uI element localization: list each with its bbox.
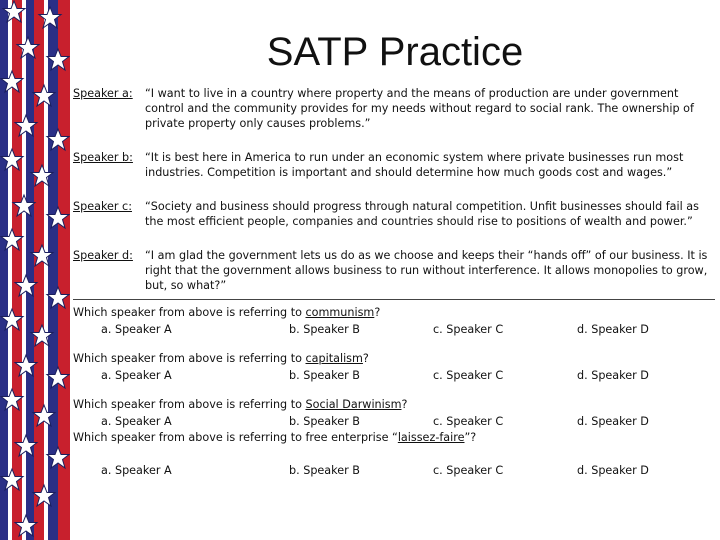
speaker-b <box>73 150 715 180</box>
speaker-label: Speaker d: <box>73 249 133 262</box>
answer-options <box>73 366 715 384</box>
question-prefix: Which speaker from above is referring to <box>73 306 306 319</box>
option-a[interactable]: a. Speaker A <box>101 415 172 428</box>
option-c[interactable]: c. Speaker C <box>433 464 504 477</box>
option-b[interactable]: b. Speaker B <box>289 369 360 382</box>
question-2 <box>73 351 715 366</box>
option-a[interactable]: a. Speaker A <box>101 464 172 477</box>
spacer <box>73 445 715 461</box>
option-d[interactable]: d. Speaker D <box>577 323 649 336</box>
stars-decoration-icon <box>0 0 70 540</box>
option-c[interactable]: c. Speaker C <box>433 323 504 336</box>
speaker-quote: “I want to live in a country where property and the means of production are under government control and the community provides for my needs without regard to social rank. The ownership of private property only causes problems.” <box>145 87 694 130</box>
option-d[interactable]: d. Speaker D <box>577 369 649 382</box>
question-4 <box>73 430 715 445</box>
question-prefix: Which speaker from above is referring to <box>73 398 306 411</box>
speaker-label: Speaker a: <box>73 87 133 100</box>
option-c[interactable]: c. Speaker C <box>433 415 504 428</box>
question-suffix: ? <box>374 306 381 319</box>
question-term: capitalism <box>305 352 363 365</box>
speaker-d <box>73 248 715 293</box>
speaker-c <box>73 199 715 229</box>
divider <box>73 299 715 300</box>
option-b[interactable]: b. Speaker B <box>289 323 360 336</box>
question-prefix: Which speaker from above is referring to <box>73 352 306 365</box>
speaker-quote: “It is best here in America to run under an economic system where private businesses run most industries. Competition is important and should determine how much goods cost and wages.” <box>145 151 684 179</box>
question-term: laissez-faire <box>397 431 465 444</box>
option-c[interactable]: c. Speaker C <box>433 369 504 382</box>
speaker-quote: “I am glad the government lets us do as we choose and keeps their “hands off” of our business. It is right that the government allows business to run without interference. It allows monopolies to grow, but, so what?” <box>145 249 708 292</box>
question-term: communism <box>305 306 375 319</box>
answer-options <box>73 461 715 479</box>
question-3 <box>73 397 715 412</box>
speaker-a <box>73 86 715 131</box>
question-1 <box>73 305 715 320</box>
speaker-quote: “Society and business should progress through natural competition. Unfit businesses should fail as the most efficient people, companies and countries should rise to positions of wealth and power.” <box>145 200 699 228</box>
question-suffix: ? <box>362 352 369 365</box>
answer-options <box>73 320 715 338</box>
speaker-label: Speaker c: <box>73 200 132 213</box>
option-b[interactable]: b. Speaker B <box>289 415 360 428</box>
option-a[interactable]: a. Speaker A <box>101 369 172 382</box>
question-suffix: ”? <box>464 431 477 444</box>
option-d[interactable]: d. Speaker D <box>577 464 649 477</box>
star-banner <box>0 0 70 540</box>
worksheet <box>73 86 715 492</box>
option-d[interactable]: d. Speaker D <box>577 415 649 428</box>
option-a[interactable]: a. Speaker A <box>101 323 172 336</box>
answer-options <box>73 412 715 430</box>
speaker-label: Speaker b: <box>73 151 133 164</box>
question-prefix: Which speaker from above is referring to free enterprise “ <box>73 431 398 444</box>
question-term: Social Darwinism <box>305 398 402 411</box>
question-suffix: ? <box>401 398 408 411</box>
page-title: SATP Practice <box>266 30 524 74</box>
option-b[interactable]: b. Speaker B <box>289 464 360 477</box>
